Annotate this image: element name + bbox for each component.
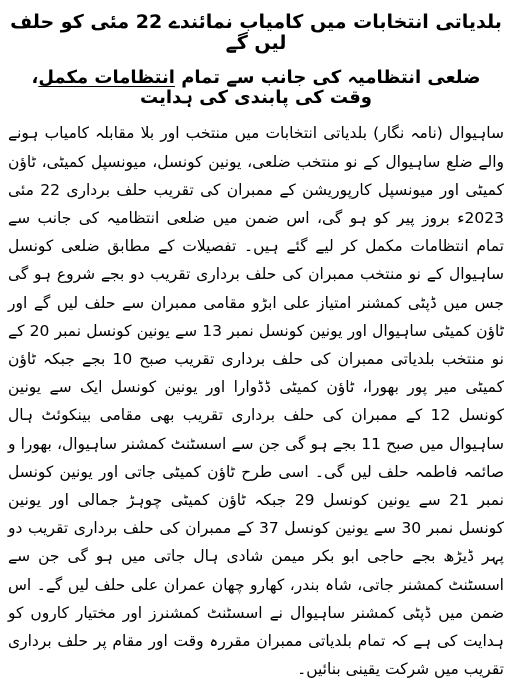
article-subheadline — [8, 68, 504, 108]
article-headline: بلدیاتی انتخابات میں کامیاب نمائندے 22 مئی کو حلف لیں گے — [10, 11, 502, 54]
subheadline-underlined-phrase: انتظامات مکمل — [38, 66, 175, 88]
subheadline-part-1: ضلعی انتظامیہ کی جانب سے تمام — [174, 66, 481, 88]
article-body: ساہیوال (نامہ نگار) بلدیاتی انتخابات میں منتخب اور بلا مقابلہ کامیاب ہونے والے ضلع ساہیوال کے نو منتخب ضلعی، یونین کونسل، میونسپل کمیٹی، ٹاؤن کمیٹی اور میونسپل کارپوریشن کے ممبران کی تقریب حلف برداری 22 مئی 2023ء بروز پیر کو ہو گی، اس ضمن میں ضلعی انتظامیہ کی جانب سے تمام انتظامات مکمل کر لیے گئے ہیں۔ تفصیلات کے مطابق ضلعی کونسل ساہیوال کے نو منتخب ممبران کی حلف برداری تقریب دو بجے شروع ہو گی جس میں ڈپٹی کمشنر امتیاز علی ابڑو مقامی ممبران سے حلف لیں گے اور ٹاؤن کمیٹی ساہیوال اور یونین کونسل نمبر 13 سے یونین کونسل نمبر 20 کے نو منتخب بلدیاتی ممبران کی حلف برداری تقریب صبح 10 بجے جبکہ ٹاؤن کمیٹی میر پور بھورا، ٹاؤن کمیٹی ڈڈوارا اور یونین کونسل ایک سے یونین کونسل 12 کے ممبران کی حلف برداری تقریب بھی مقامی بینکوئٹ ہال ساہیوال میں صبح 11 بجے ہو گی جن سے اسسٹنٹ کمشنر ساہیوال، بھورا و صائمہ فاطمہ حلف لیں گی۔ اسی طرح ٹاؤن کمیٹی جاتی اور یونین کونسل نمبر 21 سے یونین کونسل 29 جبکہ ٹاؤن کمیٹی چوہڑ جمالی اور یونین کونسل نمبر 30 سے یونین کونسل 37 کے ممبران کی حلف برداری تقریب دو پہر ڈیڑھ بجے حاجی ابو بکر میمن شادی ہال جاتی میں ہو گی جن سے اسسٹنٹ کمشنر جاتی، شاہ بندر، کھارو چھان عمران علی حلف لیں گے۔ اس ضمن میں ڈپٹی کمشنر ساہیوال نے اسسٹنٹ کمشنرز اور مختیار کاروں کو ہدایت کی ہے کہ تمام بلدیاتی ممبران مقررہ وقت اور مقام پر حلف برداری تقریب میں شرکت یقینی بنائیں۔ — [8, 124, 505, 679]
subheadline-part-2: ، وقت کی پابندی کی ہدایت — [31, 66, 372, 108]
